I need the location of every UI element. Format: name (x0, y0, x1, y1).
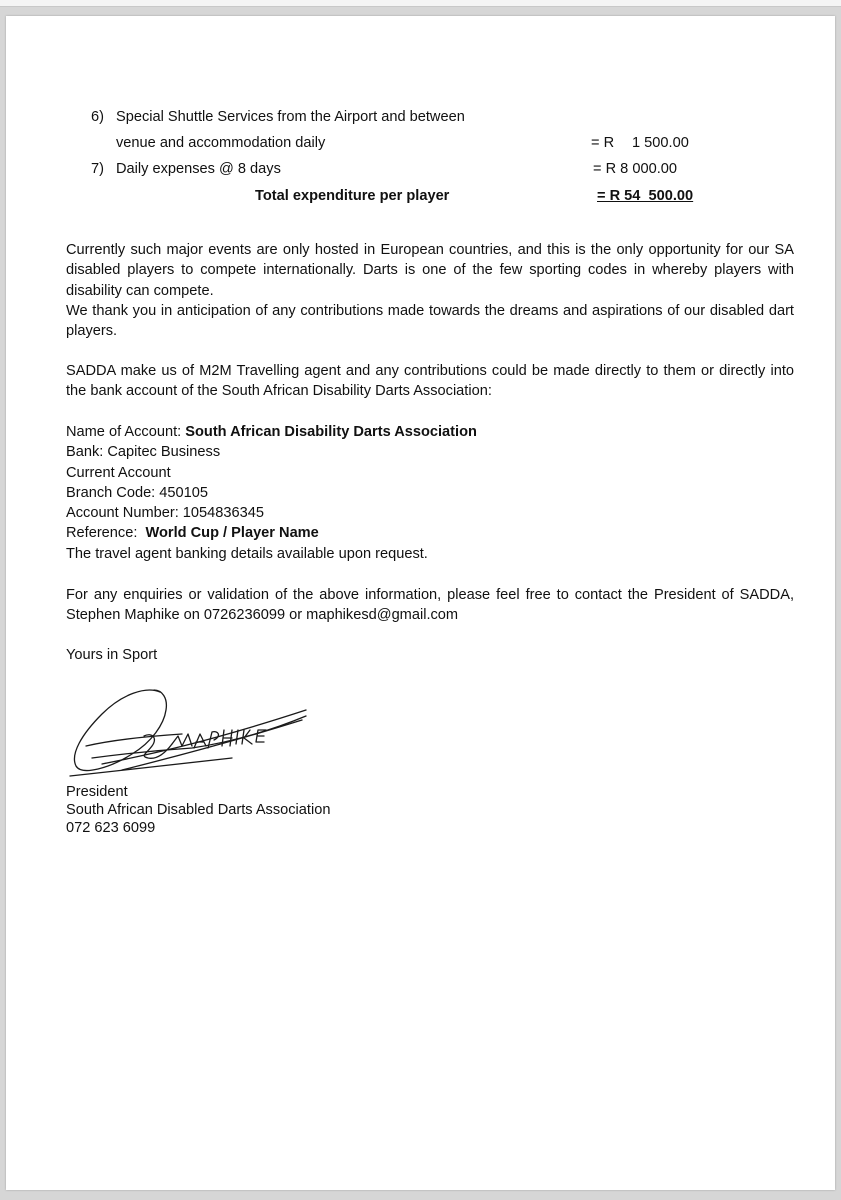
total-amount: = R 54 500.00 (597, 188, 694, 204)
paragraph-contributions-text: SADDA make us of M2M Travelling agent and any contributions could be made directly to them or directly into the bank account of the South African Disability Darts Association: (66, 363, 794, 400)
signatory-phone: 072 623 6099 (66, 820, 156, 836)
reference-label: Reference: (66, 525, 146, 542)
document-page (6, 16, 835, 1190)
item-7-amount: = R 8 000.00 (593, 161, 677, 177)
travel-agent-note: The travel agent banking details available upon request. (66, 545, 428, 562)
total-label: Total expenditure per player (255, 188, 450, 204)
item-6-amount: 1 500.00 (632, 135, 689, 151)
paragraph-events: Currently such major events are only hosted in European countries, and this is the only opportunity for our SA disabled players to compete internationally. Darts is one of the few sporting codes in whereby players with disability can compete. (66, 242, 794, 299)
account-name: South African Disability Darts Association (185, 424, 477, 440)
item-6-line2: venue and accommodation daily (116, 135, 326, 151)
item-7-number: 7) (91, 161, 104, 177)
reference-value: World Cup / Player Name (145, 525, 319, 542)
bank-name: Bank: Capitec Business (66, 444, 221, 461)
account-number: Account Number: 1054836345 (66, 505, 264, 522)
account-name-line (66, 422, 477, 442)
account-name-label: Name of Account: (66, 424, 186, 440)
reference-line (66, 523, 477, 543)
paragraph-contributions (66, 361, 794, 402)
signatory-title: President (66, 784, 128, 800)
signatory-organisation: South African Disabled Darts Association (66, 802, 331, 818)
intro-paragraphs (66, 240, 794, 341)
paragraph-enquiries-text: For any enquiries or validation of the above information, please feel free to contact the President of SADDA, Stephen Maphike on 0726236099 or maphikesd@gmail.com (66, 587, 794, 624)
closing-line: Yours in Sport (66, 647, 158, 663)
item-6-line1: Special Shuttle Services from the Airport and between (116, 109, 465, 125)
signature-image (62, 684, 312, 780)
branch-code: Branch Code: 450105 (66, 484, 208, 501)
bank-details (66, 422, 477, 564)
item-7-line1: Daily expenses @ 8 days (116, 161, 281, 177)
item-6-amount-prefix: = R (591, 135, 615, 151)
viewer-top-strip (0, 0, 841, 7)
letter-body (6, 16, 835, 1190)
account-type: Current Account (66, 464, 171, 481)
paragraph-thanks: We thank you in anticipation of any contributions made towards the dreams and aspirations of our disabled dart players. (66, 302, 794, 340)
paragraph-enquiries (66, 585, 794, 626)
item-6-number: 6) (91, 109, 104, 125)
